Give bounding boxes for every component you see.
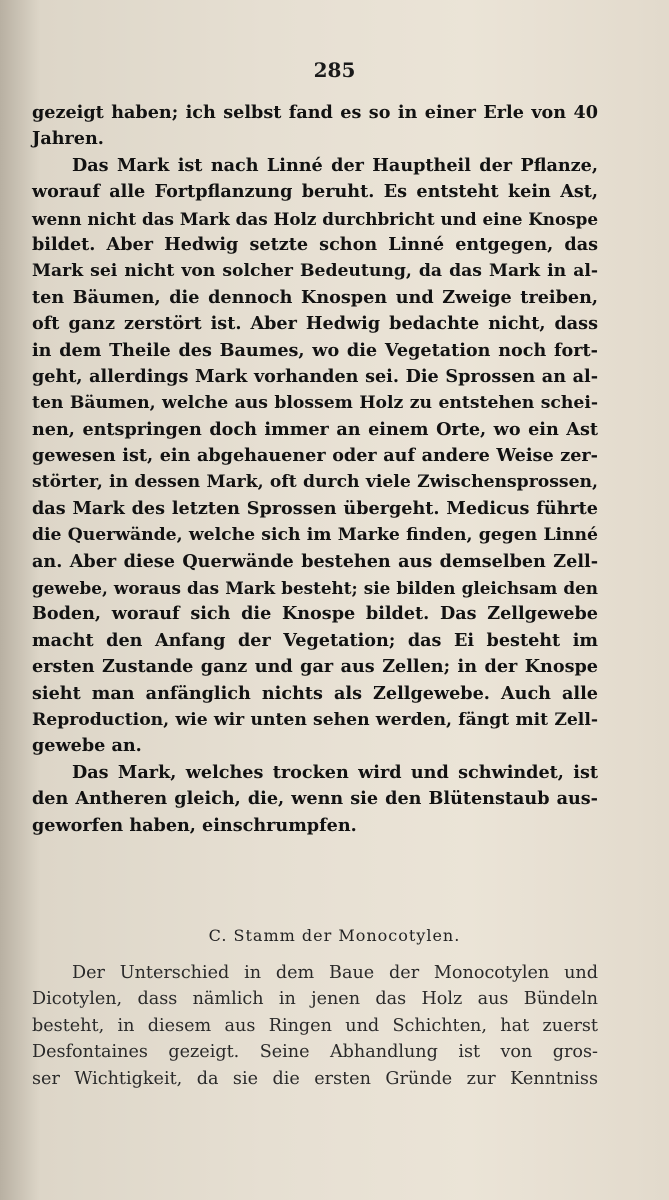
text-line: an. Aber diese Querwände bestehen aus demselben Zell- (32, 550, 598, 572)
text-line: ersten Zustande ganz und gar aus Zellen; in der Knospe (32, 656, 598, 678)
text-line: gezeigt haben; ich selbst fand es so in einer Erle von 40 (32, 102, 598, 123)
text-line: bildet. Aber Hedwig setzte schon Linné entgegen, das (32, 233, 598, 255)
text-line: ten Bäumen, welche aus blossem Holz zu entstehen schei- (32, 393, 598, 414)
text-line: Reproduction, wie wir unten sehen werden, fängt mit Zell- (32, 709, 598, 730)
text-line: Das Mark, welches trocken wird und schwindet, ist (72, 761, 598, 783)
text-line: in dem Theile des Baumes, wo die Vegetation noch fort- (32, 339, 598, 361)
text-line: gewebe, woraus das Mark besteht; sie bilden gleichsam den (32, 578, 598, 599)
text-line: Desfontaines gezeigt. Seine Abhandlung ist von gros- (32, 1042, 598, 1063)
text-line: sieht man anfänglich nichts als Zellgewebe. Auch alle (32, 682, 598, 704)
text-line: wenn nicht das Mark das Holz durchbricht und eine Knospe (32, 208, 599, 229)
text-line: besteht, in diesem aus Ringen und Schichten, hat zuerst (32, 1015, 598, 1036)
text-line: ser Wichtigkeit, da sie die ersten Gründe zur Kenntniss (32, 1068, 598, 1089)
main-text-block (32, 100, 598, 839)
text-line: oft ganz zerstört ist. Aber Hedwig bedachte nicht, dass (32, 313, 598, 335)
text-line: Mark sei nicht von solcher Bedeutung, da das Mark in al- (32, 261, 598, 282)
text-line: Dicotylen, dass nämlich in jenen das Holz aus Bündeln (32, 989, 598, 1010)
text-line: worauf alle Fortpflanzung beruht. Es entsteht kein Ast, (32, 181, 598, 203)
text-line: nen, entspringen doch immer an einem Orte, wo ein Ast (32, 418, 598, 440)
text-line: Der Unterschied in dem Baue der Monocotylen und (72, 963, 598, 983)
text-line: Das Mark ist nach Linné der Hauptheil der Pflanze, (72, 154, 598, 176)
text-line: gewebe an. (32, 735, 142, 757)
text-line: störter, in dessen Mark, oft durch viele Zwischensprossen, (32, 472, 598, 493)
page-number: 285 (313, 58, 356, 82)
text-line: gewesen ist, ein abgehauener oder auf andere Weise zer- (32, 445, 598, 467)
text-line: geht, allerdings Mark vorhanden sei. Die Sprossen an al- (32, 365, 598, 387)
text-line: das Mark des letzten Sprossen übergeht. Medicus führte (32, 497, 598, 519)
text-line: Jahren. (32, 128, 104, 150)
text-line: ten Bäumen, die dennoch Knospen und Zweige treiben, (32, 286, 598, 308)
section-heading: C. Stamm der Monocotylen. (208, 926, 461, 945)
text-line: geworfen haben, einschrumpfen. (32, 814, 357, 836)
text-line: macht den Anfang der Vegetation; das Ei besteht im (32, 629, 598, 651)
text-line: den Antheren gleich, die, wenn sie den Blütenstaub aus- (32, 788, 598, 810)
text-line: die Querwände, welche sich im Marke finden, gegen Linné (32, 525, 598, 546)
section-text-block (32, 960, 598, 1092)
text-line: Boden, worauf sich die Knospe bildet. Das Zellgewebe (32, 603, 598, 625)
